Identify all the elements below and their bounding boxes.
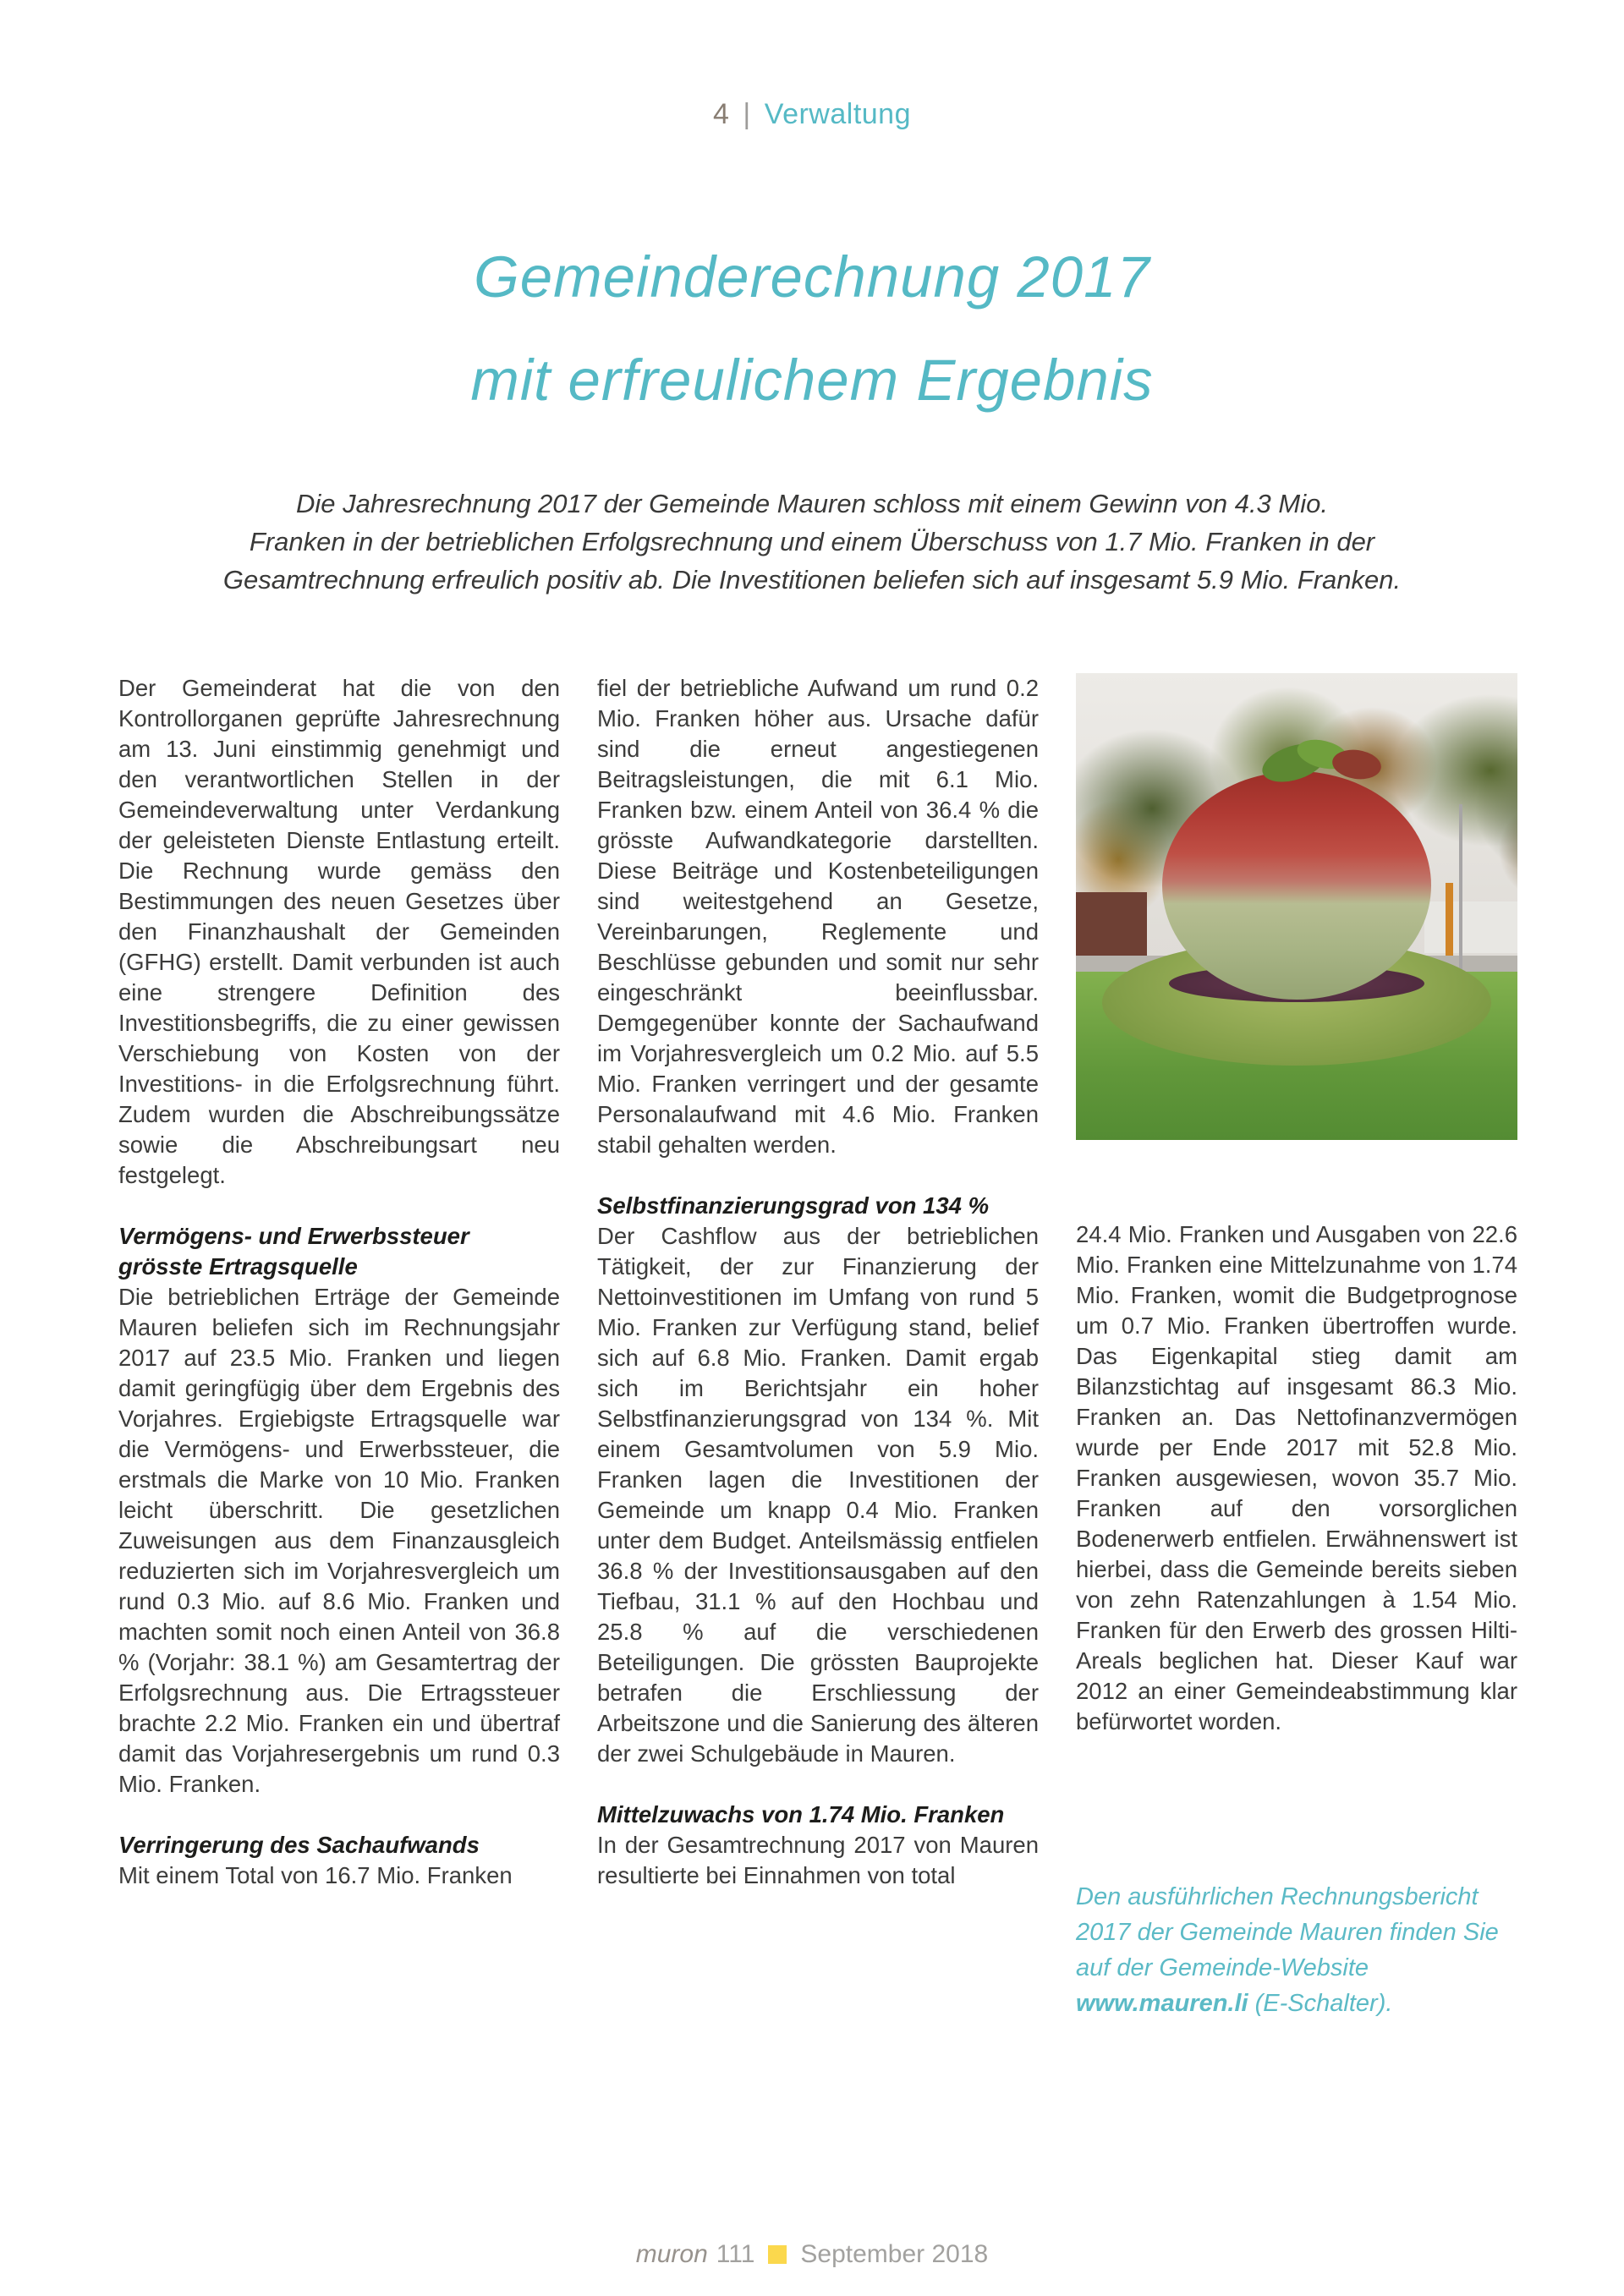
footer-square-icon [768, 2245, 787, 2264]
issue-date: September 2018 [800, 2240, 989, 2268]
article-columns [0, 673, 1624, 2021]
section-title: Verwaltung [764, 98, 911, 130]
lead-line1: Die Jahresrechnung 2017 der Gemeinde Mauren schloss mit einem Gewinn von 4.3 Mio. [296, 489, 1328, 518]
body-paragraph: fiel der betriebliche Aufwand um rund 0.2 Mio. Franken höher aus. Ursache dafür sind die erneut angestiegenen Beitragsleistungen, die mit 6.1 Mio. Franken bzw. einem Anteil von 36.4 % die grösste Aufwandkategorie darstellten. Diese Beiträge und Kostenbeteiligungen sind weitestgehend an Gesetze, Vereinbarungen, Reglemente und Beschlüsse gebunden und somit nur sehr eingeschränkt beeinflussbar. Demgegenüber konnte der Sachaufwand im Vorjahresvergleich um 0.2 Mio. auf 5.5 Mio. Franken verringert und der gesamte Personalaufwand mit 4.6 Mio. Franken stabil gehalten werden. [597, 675, 1039, 1158]
subheading-selbstfinanzierungsgrad: Selbstfinanzierungsgrad von 134 % [597, 1192, 990, 1219]
body-paragraph: Der Gemeinderat hat die von den Kontrollorganen geprüfte Jahresrechnung am 13. Juni einstimmig genehmigt und den verantwortlichen Stellen in der Gemeindeverwaltung unter Verdankung der geleisteten Dienste Entlastung erteilt. Die Rechnung wurde gemäss den Bestimmungen des neuen Gesetzes über den Finanzhaushalt der Gemeinden (GFHG) erstellt. Damit verbunden ist auch eine strengere Definition des Investitionsbegriffs, die zu einer gewissen Verschiebung von Kosten von der Investitions- in die Erfolgsrechnung führt. Zudem wurden die Abschreibungssätze sowie die Abschreibungsart neu festgelegt. [118, 675, 560, 1188]
column-2 [597, 673, 1039, 2021]
article-title-line1: Gemeinderechnung 2017 [474, 244, 1150, 310]
subheading-verringerung-sachaufwand: Verringerung des Sachaufwands [118, 1832, 480, 1858]
photo-apple-sphere [1162, 771, 1431, 1000]
photo-topiary-apple [1076, 673, 1517, 1140]
note-line2: 2017 der Gemeinde Mauren finden Sie [1076, 1919, 1499, 1946]
column-3 [1076, 673, 1517, 2021]
magazine-name: muron [635, 2240, 708, 2268]
page-header [0, 0, 1624, 131]
body-paragraph: Die betrieblichen Erträge der Gemeinde Mauren beliefen sich im Rechnungsjahr 2017 auf 23.5 Mio. Franken und liegen damit geringfügig über dem Ergebnis des Vorjahres. Ergiebigste Ertragsquelle war die Vermögens- und Erwerbssteuer, die erstmals die Marke von 10 Mio. Franken leicht überschritt. Die gesetzlichen Zuweisungen aus dem Finanzausgleich reduzierten sich im Vorjahresvergleich um rund 0.3 Mio. auf 8.6 Mio. Franken und machten somit noch einen Anteil von 36.8 % (Vorjahr: 38.1 %) am Gesamtertrag der Erfolgsrechnung aus. Die Ertragssteuer brachte 2.2 Mio. Franken ein und übertraf damit das Vorjahresergebnis um rund 0.3 Mio. Franken. [118, 1284, 560, 1797]
website-link: www.mauren.li [1076, 1990, 1248, 2017]
column-1 [118, 673, 560, 2021]
subheading-mittelzuwachs: Mittelzuwachs von 1.74 Mio. Franken [597, 1801, 1005, 1827]
issue-number: 111 [716, 2240, 755, 2268]
body-paragraph: 24.4 Mio. Franken und Ausgaben von 22.6 Mio. Franken eine Mittelzunahme von 1.74 Mio. Franken, womit die Budgetprognose um 0.7 Mio. Franken übertroffen wurde. Das Eigenkapital stieg damit am Bilanzstichtag auf insgesamt 86.3 Mio. Franken an. Das Nettofinanzvermögen wurde per Ende 2017 mit 52.8 Mio. Franken ausgewiesen, wovon 35.7 Mio. Franken auf den vorsorglichen Bodenerwerb entfielen. Erwähnenswert ist hierbei, dass die Gemeinde bereits sieben von zehn Ratenzahlungen à 1.54 Mio. Franken für den Erwerb des grossen Hilti-Areals beglichen hat. Dieser Kauf war 2012 an einer Gemeindeabstimmung klar befürwortet worden. [1076, 1221, 1517, 1734]
subheading-line1: Vermögens- und Erwerbssteuer [118, 1223, 469, 1249]
body-paragraph: In der Gesamtrechnung 2017 von Mauren resultierte bei Einnahmen von total [597, 1832, 1039, 1888]
page-number: 4 [713, 98, 730, 130]
note-tail: (E-Schalter). [1248, 1990, 1393, 2017]
header-divider: | [743, 98, 751, 130]
page-footer [0, 2240, 1624, 2269]
article-title-line2: mit erfreulichem Ergebnis [470, 348, 1154, 413]
note-line1: Den ausführlichen Rechnungsbericht [1076, 1883, 1479, 1910]
lead-line3: Gesamtrechnung erfreulich positiv ab. Die Investitionen beliefen sich auf insgesamt 5.9 Mio. Franken. [222, 565, 1402, 595]
photo-lamp-post [1459, 804, 1462, 977]
subheading-vermoegens-erwerbssteuer [118, 1221, 560, 1282]
subheading-line2: grösste Ertragsquelle [118, 1253, 358, 1280]
report-note [1076, 1879, 1517, 2021]
note-line3: auf der Gemeinde-Website [1076, 1954, 1369, 1981]
body-paragraph: Der Cashflow aus der betrieblichen Tätigkeit, der zur Finanzierung der Nettoinvestitionen im Umfang von rund 5 Mio. Franken zur Verfügung stand, belief sich auf 6.8 Mio. Franken. Damit ergab sich im Berichtsjahr ein hoher Selbstfinanzierungsgrad von 134 %. Mit einem Gesamtvolumen von 5.9 Mio. Franken lagen die Investitionen der Gemeinde um knapp 0.4 Mio. Franken unter dem Budget. Anteilsmässig entfielen 36.8 % der Investitionsausgaben auf den Tiefbau, 31.1 % auf den Hochbau und 25.8 % auf die verschiedenen Beteiligungen. Die grössten Bauprojekte betrafen die Erschliessung der Arbeitszone und die Sanierung des älteren der zwei Schulgebäude in Mauren. [597, 1223, 1039, 1767]
lead-line2: Franken in der betrieblichen Erfolgsrechnung und einem Überschuss von 1.7 Mio. Franken in der [249, 527, 1375, 556]
lead-paragraph [127, 485, 1497, 599]
article-title [0, 226, 1624, 432]
photo-flag [1446, 883, 1453, 957]
photo-building-left [1076, 892, 1147, 962]
note-line4 [1076, 1986, 1517, 2021]
photo-building-right [1424, 901, 1517, 953]
body-paragraph: Mit einem Total von 16.7 Mio. Franken [118, 1862, 513, 1888]
